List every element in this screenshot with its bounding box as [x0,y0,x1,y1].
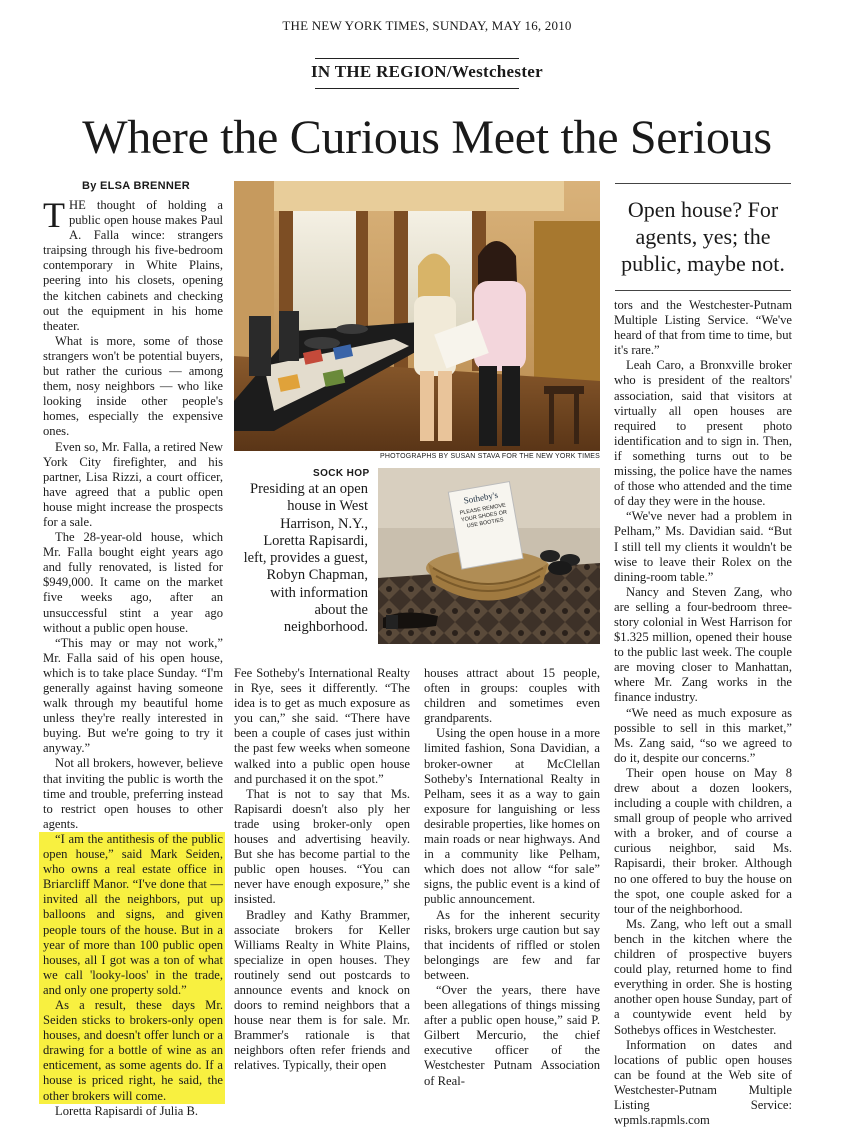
paragraph: houses attract about 15 people, often in groups: couples with children and sometimes even grandparents. [424,666,600,726]
paragraph: “We need as much exposure as possible to sell in this market,” Ms. Zang said, “so we agreed to do it, despite our concerns.” [614,705,792,765]
masthead: THE NEW YORK TIMES, SUNDAY, MAY 16, 2010 [282,18,572,33]
deck-rule-bottom [615,290,791,291]
paragraph: Fee Sotheby's International Realty in Rye, sees it differently. “The idea is to get as much exposure as you can,” she said. “There have been a couple of cases just within the past few weeks when someone walked into a public open house and purchased it on the spot.” [234,666,410,786]
paragraph: Not all brokers, however, believe that inviting the public is worth the time and trouble, preferring instead to restrict open houses to other agents. [43,756,223,831]
paragraph: Using the open house in a more limited fashion, Sona Davidian, a broker-owner at McClellan Sotheby's International Realty in Pelham, sees it as a way to gain exposure for languishing or less desirable properties, like homes on main roads or near highways. And in a community like Pelham, which does not allow “for sale” signs, the public event is a kind of public announcement. [424,726,600,907]
paragraph: Even so, Mr. Falla, a retired New York City firefighter, and his partner, Lisa Rizzi, a court officer, have agreed that a public open house might increase the prospects for a sale. [43,439,223,529]
section-rule-top [315,58,519,59]
open-house-photo [234,181,600,451]
article-column-2 [234,666,410,1074]
paragraph: What is more, some of those strangers won't be potential buyers, but rather the curious — among them, nosy neighbors — who like looking inside other people's homes, especially the expensive ones. [43,333,223,439]
section-label [0,62,854,82]
section-sub: Westchester [451,62,543,81]
article-column-3 [424,666,600,1089]
section-main: IN THE REGION/ [311,62,452,81]
shoe-basket-photo-image [378,468,600,644]
paragraph: As for the inherent security risks, brokers urge caution but say that incidents of riffled or stolen belongings are few and far between. [424,907,600,982]
paragraph: tors and the Westchester-Putnam Multiple Listing Service. “We've heard of that from time to time, but it's rare.” [614,298,792,358]
paragraph-text: HE thought of holding a public open house makes Paul A. Falla wince: strangers traipsing through his five-bedroom contemporary in White Plains, peering into his closets, opening the kitchen cabinets and checking out the equipment in his home theater. [43,198,223,333]
paragraph: Information on dates and locations of public open houses can be found at the Web site of Westchester-Putnam Multiple Listing Service: wpmls.rapmls.com [614,1037,792,1128]
article-column-4 [614,298,792,1128]
article-column-1 [43,195,223,1119]
caption-kicker: SOCK HOP [313,468,370,479]
paragraph: Ms. Zang, who left out a small bench in the kitchen where the children of prospective buyers could play, returned home to find everything in order. She is hosting another open house Sunday, part of a countywide event held by Sothebys offices in Westchester. [614,916,792,1037]
basket-sign-text: PLEASE REMOVE YOUR SHOES OR USE BOOTIES [459,502,508,530]
byline: By ELSA BRENNER [82,180,190,192]
highlighted-passage [39,832,225,1104]
paragraph: “This may or may not work,” Mr. Falla said of his open house, which is to take place Sunday. “I'm generally against having someone walk through my beautiful home unless they're really interested in buying. But we're going to try it anyway.” [43,635,223,756]
shoe-basket-photo [378,468,600,644]
photo-credit: PHOTOGRAPHS BY SUSAN STAVA FOR THE NEW YORK TIMES [380,453,600,460]
photo-caption: Presiding at an open house in West Harrison, N.Y., Loretta Rapisardi, left, provides a guest, Robyn Chapman, with information about the neighborhood. [243,481,368,636]
paragraph: Loretta Rapisardi of Julia B. [55,1103,199,1118]
section-rule-bottom [315,88,519,89]
paragraph: The 28-year-old house, which Mr. Falla bought eight years ago and fully renovated, is listed for $949,000. It came on the market five weeks ago, after an unsuccessful stint a year ago without a public open house. [43,530,223,635]
deck-rule-top [615,183,791,184]
paragraph: Their open house on May 8 drew about a dozen lookers, including a couple with children, a small group of people who arrived with a broker, and of course a curious neighbor, said Ms. Rapisardi, their broker. Although no one offered to buy the house on the spot, one couple asked for a tour of the neighborhood. [614,765,792,916]
deck: Open house? For agents, yes; the public, maybe not. [621,197,785,276]
paragraph: “We've never had a problem in Pelham,” Ms. Davidian said. “But I still tell my clients it wouldn't be wise to leave their Rolex on the dining-room table.” [614,509,792,584]
paragraph: Bradley and Kathy Brammer, associate brokers for Keller Williams Realty in White Plains, specialize in open houses. They routinely send out postcards to announce events and knock on doors to remind neighbors that a house near them is for sale. Mr. Brammer's rationale is that neighbors often refer friends and relatives. Typically, their open [234,907,410,1073]
paragraph [43,195,223,334]
paragraph: Leah Caro, a Bronxville broker who is president of the realtors' association, said that visitors at virtually all open houses are required to present photo identification and to sign in. Then, if something turns out to be missing, the police have the names of those who attended and the time of day they were in the house. [614,358,792,509]
drop-cap: T [43,195,65,235]
paragraph: “Over the years, there have been allegations of things missing after a public open house,” said P. Gilbert Mercurio, the chief executive officer of the Westchester Putnam Association of Real- [424,982,600,1088]
paragraph: Nancy and Steven Zang, who are selling a four-bedroom three-story colonial in West Harrison for $1.325 million, opened their house to the public last week. The couple are moving closer to Manhattan, where Mr. Zang works in the finance industry. [614,584,792,705]
paragraph: As a result, these days Mr. Seiden sticks to brokers-only open houses, and doesn't offer lunch or a drawing for a bottle of wine as an enticement, as some agents do. If a house is priced right, he said, the other brokers will come. [43,997,223,1103]
basket-sign-brand: Sotheby's [462,489,499,506]
open-house-photo-image [234,181,600,451]
headline: Where the Curious Meet the Serious [82,111,772,164]
paragraph: “I am the antithesis of the public open house,” said Mark Seiden, who owns a real estate office in Briarcliff Manor. “I've done that — invited all the neighbors, put up balloons and signs, and given people tours of the house. But in a year of more than 100 public open houses, all I got was a ton of what we call 'looky-loos' in the trade, and only one property sold.” [43,831,223,997]
paragraph: That is not to say that Ms. Rapisardi doesn't also ply her trade using broker-only open houses and advertising heavily. But she has become partial to the public open houses. “You can never have enough exposure,” she insisted. [234,786,410,907]
